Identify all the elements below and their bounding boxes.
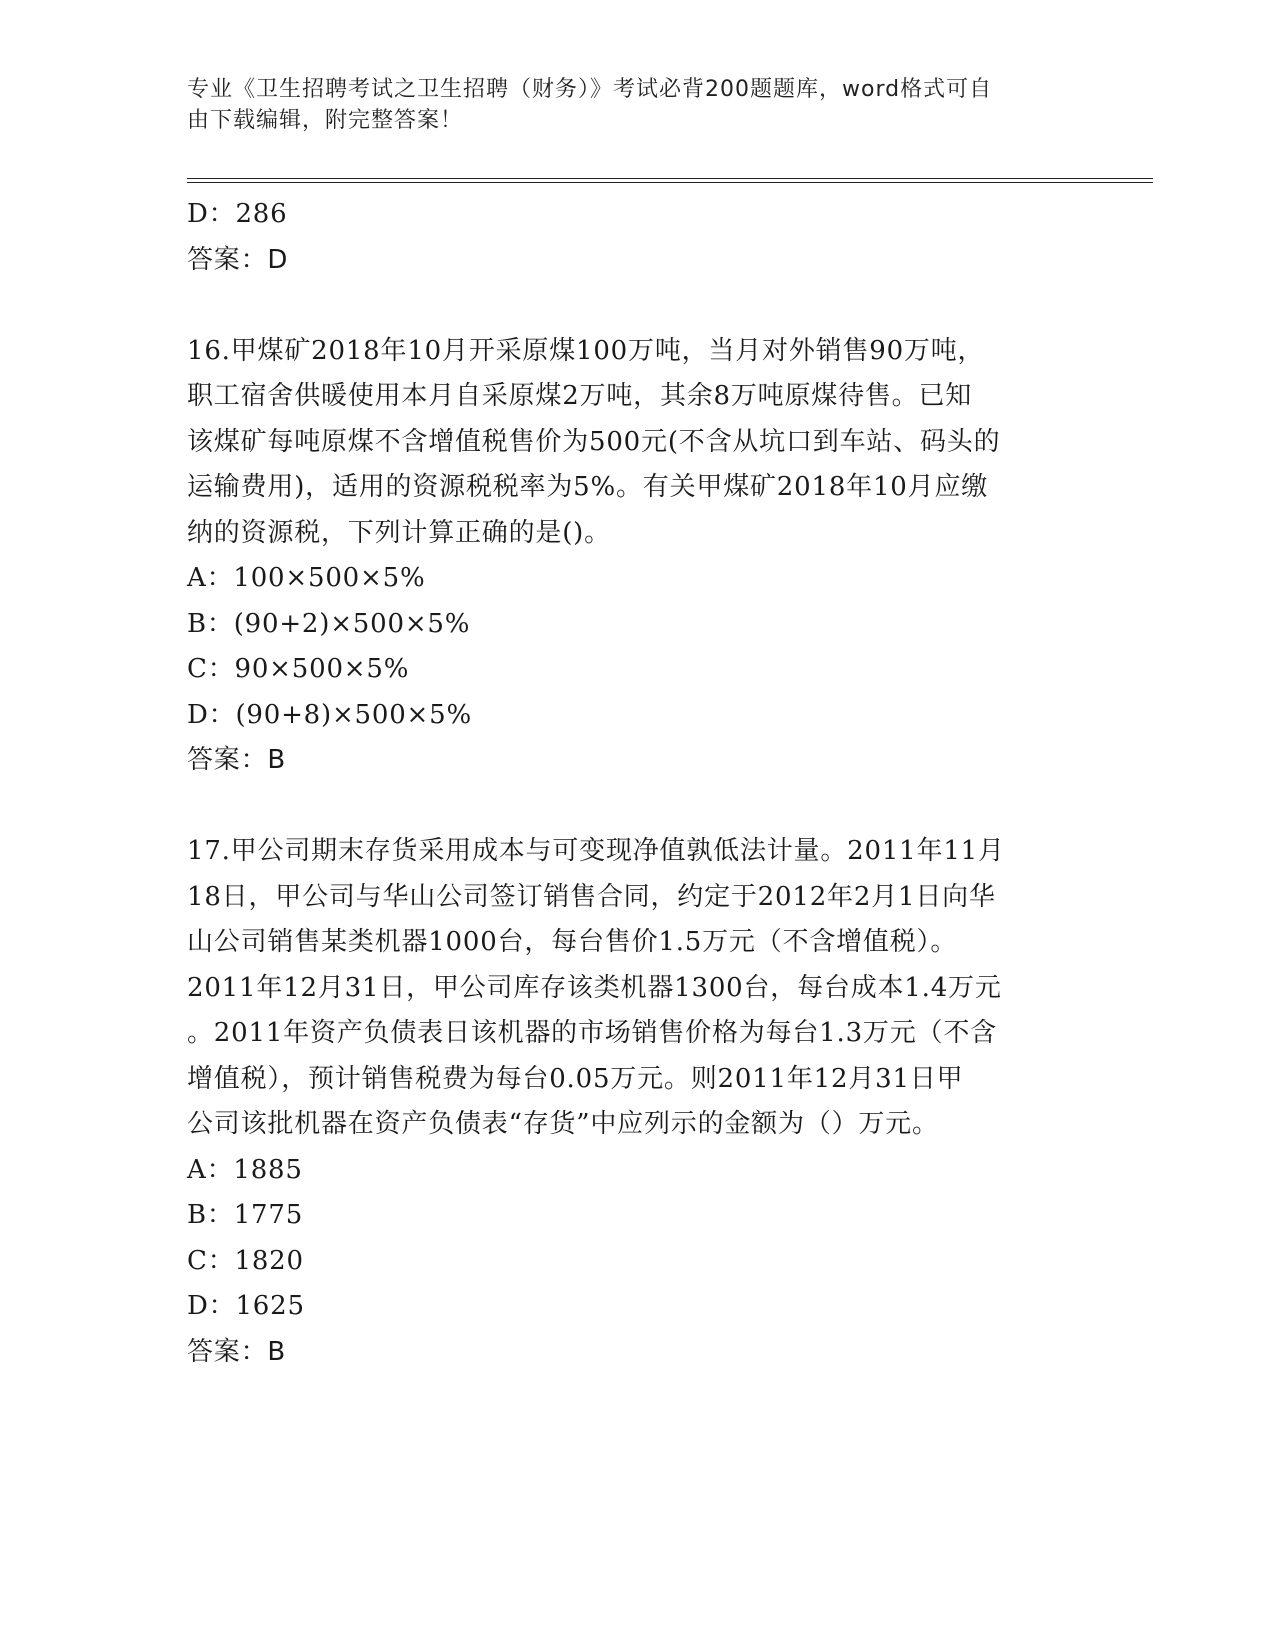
header-line-2: 由下载编辑，附完整答案！ [187,108,464,133]
header-line-1: 专业《卫生招聘考试之卫生招聘（财务）》考试必背200题题库，word格式可自 [187,77,993,102]
prev-option-d: D：286 [187,199,288,229]
question-17-line-7: 公司该批机器在资产负债表“存货”中应列示的金额为（）万元。 [187,1109,939,1139]
question-17-line-1: 17.甲公司期末存货采用成本与可变现净值孰低法计量。2011年11月 [187,836,1005,866]
question-16-answer: 答案：B [187,745,287,775]
prev-answer: 答案：D [187,244,289,275]
question-16-option-b: B：(90+2)×500×5% [187,608,471,639]
question-16 [187,329,1087,784]
header-divider-bottom [187,182,1153,183]
question-17-line-5: 。2011年资产负债表日该机器的市场销售价格为每台1.3万元（不含 [187,1018,997,1048]
question-16-line-1: 16.甲煤矿2018年10月开采原煤100万吨，当月对外销售90万吨， [187,335,985,366]
question-17-option-c: C：1820 [187,1245,304,1276]
spacer [187,784,1087,830]
question-17-answer: 答案：B [187,1336,287,1367]
question-16-line-2: 职工宿舍供暖使用本月自采原煤2万吨，其余8万吨原煤待售。已知 [187,381,973,411]
header-divider-top [187,178,1153,179]
question-17-option-d: D：1625 [187,1291,305,1321]
question-16-line-4: 运输费用)，适用的资源税税率为5%。有关甲煤矿2018年10月应缴 [187,472,989,502]
page-header [187,74,1077,136]
question-17 [187,829,1087,1375]
document-body [187,192,1087,1375]
question-16-option-a: A：100×500×5% [187,563,426,593]
question-17-line-3: 山公司销售某类机器1000台，每台售价1.5万元（不含增值税）。 [187,927,958,957]
question-17-line-4: 2011年12月31日，甲公司库存该类机器1300台，每台成本1.4万元 [187,972,1002,1003]
question-16-line-5: 纳的资源税，下列计算正确的是()。 [187,517,611,548]
question-17-option-a: A：1885 [187,1154,303,1185]
spacer [187,283,1087,329]
question-16-option-c: C：90×500×5% [187,654,410,684]
question-17-line-2: 18日，甲公司与华山公司签订销售合同，约定于2012年2月1日向华 [187,881,996,912]
question-17-line-6: 增值税），预计销售税费为每台0.05万元。则2011年12月31日甲 [187,1063,964,1094]
question-17-option-b: B：1775 [187,1200,304,1230]
question-16-line-3: 该煤矿每吨原煤不含增值税售价为500元(不含从坑口到车站、码头的 [187,426,1001,457]
question-16-option-d: D：(90+8)×500×5% [187,699,472,730]
